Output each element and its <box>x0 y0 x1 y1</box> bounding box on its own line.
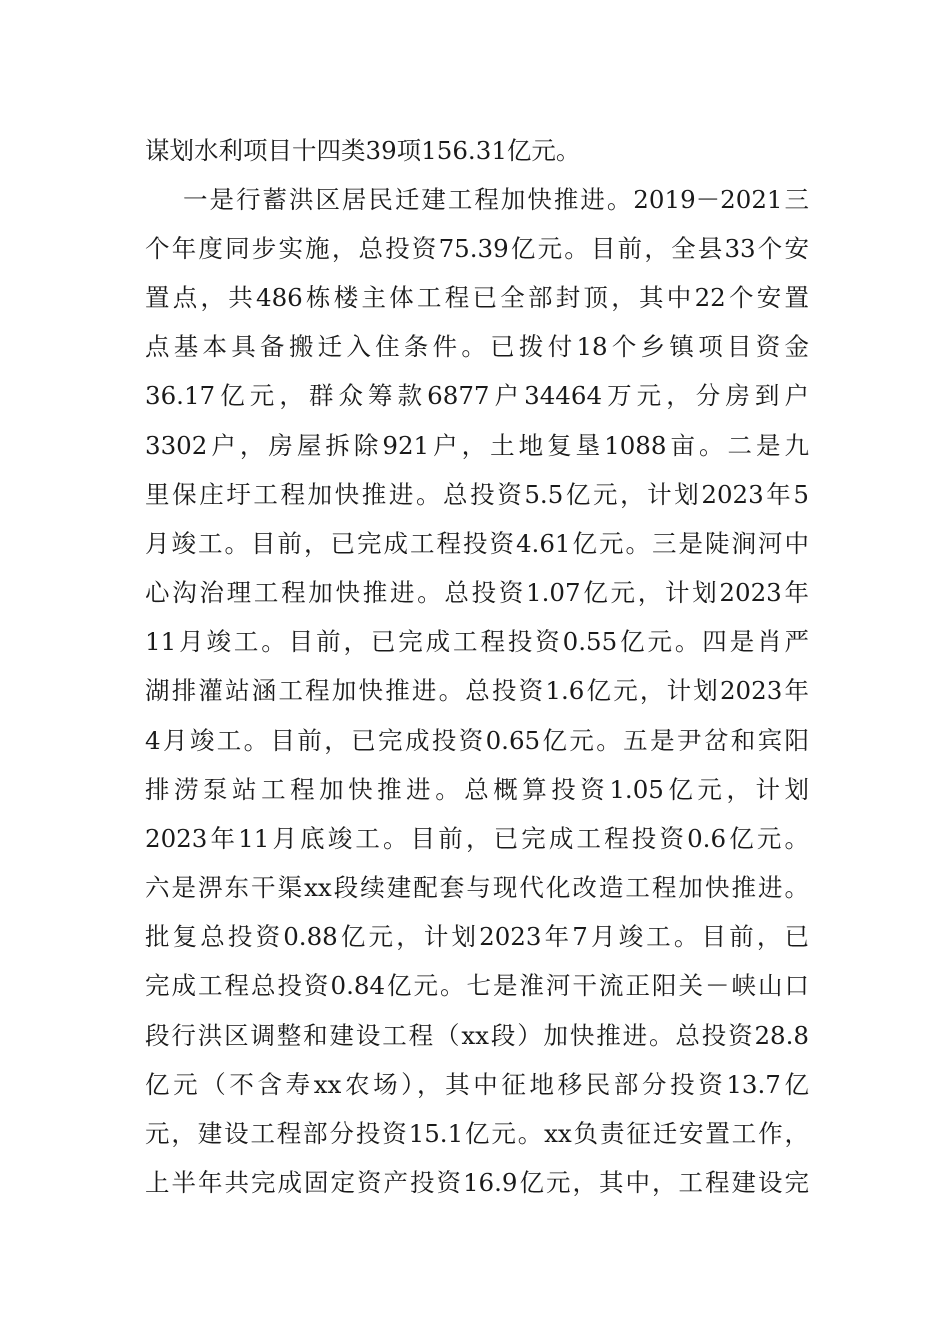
text-line: 11月竣工。目前，已完成工程投资0.55亿元。四是肖严 <box>145 627 809 656</box>
text-line: 置点，共486栋楼主体工程已全部封顶，其中22个安置 <box>145 283 809 312</box>
text-line: 心沟治理工程加快推进。总投资1.07亿元，计划2023年 <box>145 578 809 607</box>
text-line: 排涝泵站工程加快推进。总概算投资1.05亿元，计划 <box>145 775 809 804</box>
text-line: 批复总投资0.88亿元，计划2023年7月竣工。目前，已 <box>145 922 809 951</box>
text-line: 谋划水利项目十四类39项156.31亿元。 <box>145 136 581 165</box>
text-line: 36.17亿元，群众筹款6877户34464万元，分房到户 <box>145 381 809 410</box>
text-line: 4月竣工。目前，已完成投资0.65亿元。五是尹岔和宾阳 <box>145 726 809 755</box>
text-line: 月竣工。目前，已完成工程投资4.61亿元。三是陡涧河中 <box>145 529 809 558</box>
text-line: 2023年11月底竣工。目前，已完成工程投资0.6亿元。 <box>145 824 809 853</box>
text-line: 段行洪区调整和建设工程（xx段）加快推进。总投资28.8 <box>145 1021 809 1050</box>
text-line: 亿元（不含寿xx农场），其中征地移民部分投资13.7亿 <box>145 1070 809 1099</box>
text-line: 六是淠东干渠xx段续建配套与现代化改造工程加快推进。 <box>145 873 809 902</box>
text-line: 完成工程总投资0.84亿元。七是淮河干流正阳关－峡山口 <box>145 971 809 1000</box>
text-line: 元，建设工程部分投资15.1亿元。xx负责征迁安置工作， <box>145 1119 809 1148</box>
text-line: 个年度同步实施，总投资75.39亿元。目前，全县33个安 <box>145 234 809 263</box>
text-line: 上半年共完成固定资产投资16.9亿元，其中，工程建设完 <box>145 1168 809 1197</box>
text-line: 3302户，房屋拆除921户，土地复垦1088亩。二是九 <box>145 431 809 460</box>
text-line: 点基本具备搬迁入住条件。已拨付18个乡镇项目资金 <box>145 332 809 361</box>
paragraph-first-line: 一是行蓄洪区居民迁建工程加快推进。2019－2021三 <box>183 185 809 214</box>
text-line: 湖排灌站涵工程加快推进。总投资1.6亿元，计划2023年 <box>145 676 809 705</box>
text-line: 里保庄圩工程加快推进。总投资5.5亿元，计划2023年5 <box>145 480 809 509</box>
